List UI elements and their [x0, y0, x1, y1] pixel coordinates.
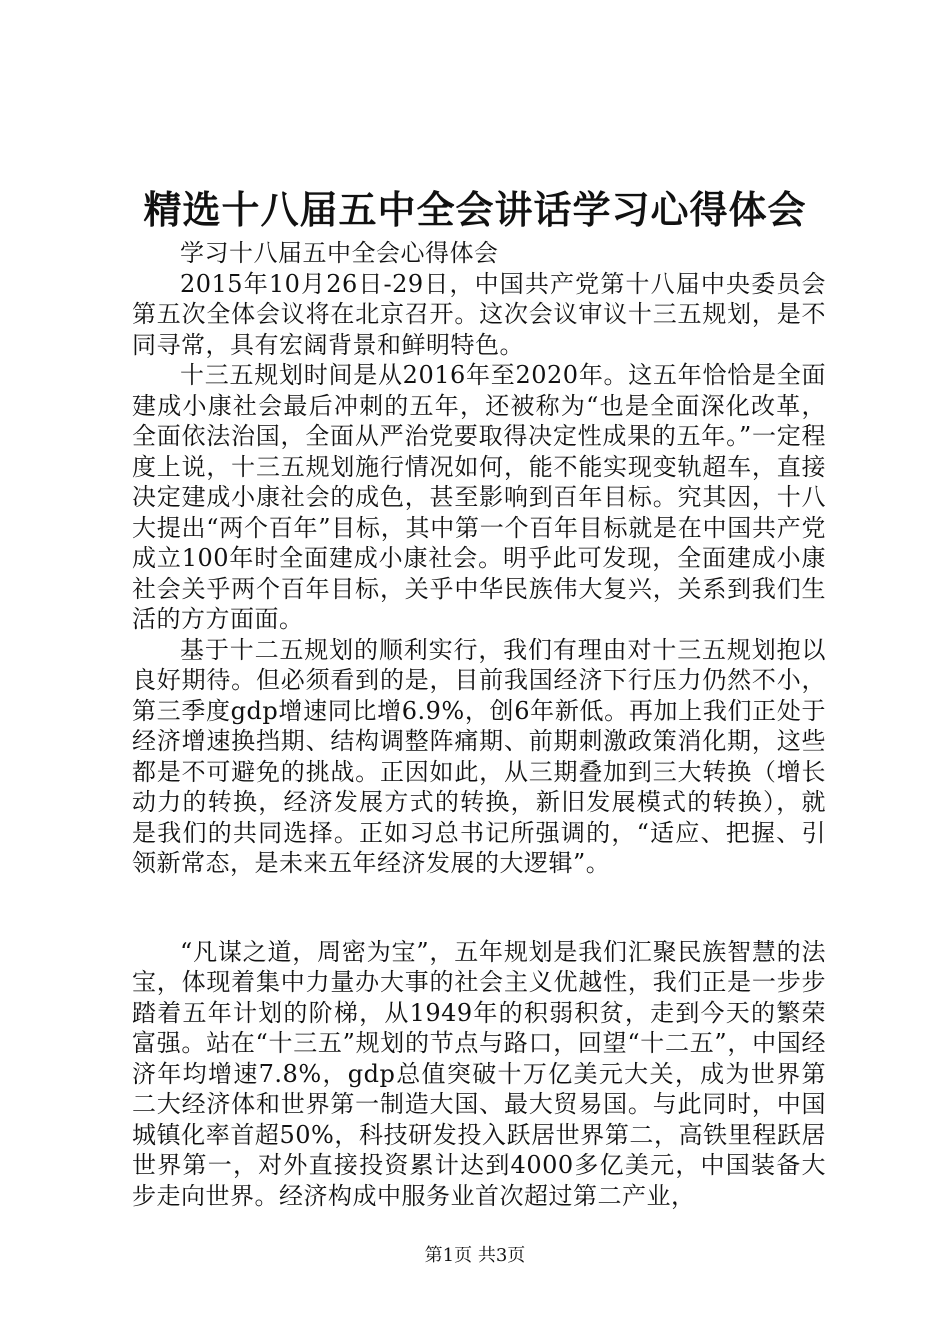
subtitle-paragraph: 学习十八届五中全会心得体会	[180, 239, 499, 267]
paragraph-gap	[132, 879, 826, 937]
paragraph-2: 十三五规划时间是从2016年至2020年。这五年恰恰是全面建成小康社会最后冲刺的五年，还被称为“也是全面深化改革，全面依法治国，全面从严治党要取得决定性成果的五年。”一定程度上说，十三五规划施行情况如何，能不能实现变轨超车，直接决定建成小康社会的成色，甚至影响到百年目标。究其因，十八大提出“两个百年”目标，其中第一个百年目标就是在中国共产党成立100年时全面建成小康社会。明乎此可发现，全面建成小康社会关乎两个百年目标，关乎中华民族伟大复兴，关系到我们生活的方方面面。	[132, 361, 826, 633]
paragraph-3: 基于十二五规划的顺利实行，我们有理由对十三五规划抱以良好期待。但必须看到的是，目前我国经济下行压力仍然不小，第三季度gdp增速同比增6.9%，创6年新低。再加上我们正处于经济增速换挡期、结构调整阵痛期、前期刺激政策消化期，这些都是不可避免的挑战。正因如此，从三期叠加到三大转换（增长动力的转换，经济发展方式的转换，新旧发展模式的转换），就是我们的共同选择。正如习总书记所强调的，“适应、把握、引领新常态，是未来五年经济发展的大逻辑”。	[132, 635, 826, 877]
paragraph-1: 2015年10月26日-29日，中国共产党第十八届中央委员会第五次全体会议将在北京召开。这次会议审议十三五规划，是不同寻常，具有宏阔背景和鲜明特色。	[132, 269, 826, 359]
page-number-footer: 第1页 共3页	[424, 1245, 526, 1266]
document-title: 精选十八届五中全会讲话学习心得体会	[143, 187, 807, 232]
document-body	[132, 238, 826, 1211]
paragraph-4: “凡谋之道，周密为宝”，五年规划是我们汇聚民族智慧的法宝，体现着集中力量办大事的社会主义优越性，我们正是一步步踏着五年计划的阶梯，从1949年的积弱积贫，走到今天的繁荣富强。站在“十三五”规划的节点与路口，回望“十二五”，中国经济年均增速7.8%，gdp总值突破十万亿美元大关，成为世界第二大经济体和世界第一制造大国、最大贸易国。与此同时，中国城镇化率首超50%，科技研发投入跃居世界第二，高铁里程跃居世界第一，对外直接投资累计达到4000多亿美元，中国装备大步走向世界。经济构成中服务业首次超过第二产业，	[132, 937, 826, 1210]
